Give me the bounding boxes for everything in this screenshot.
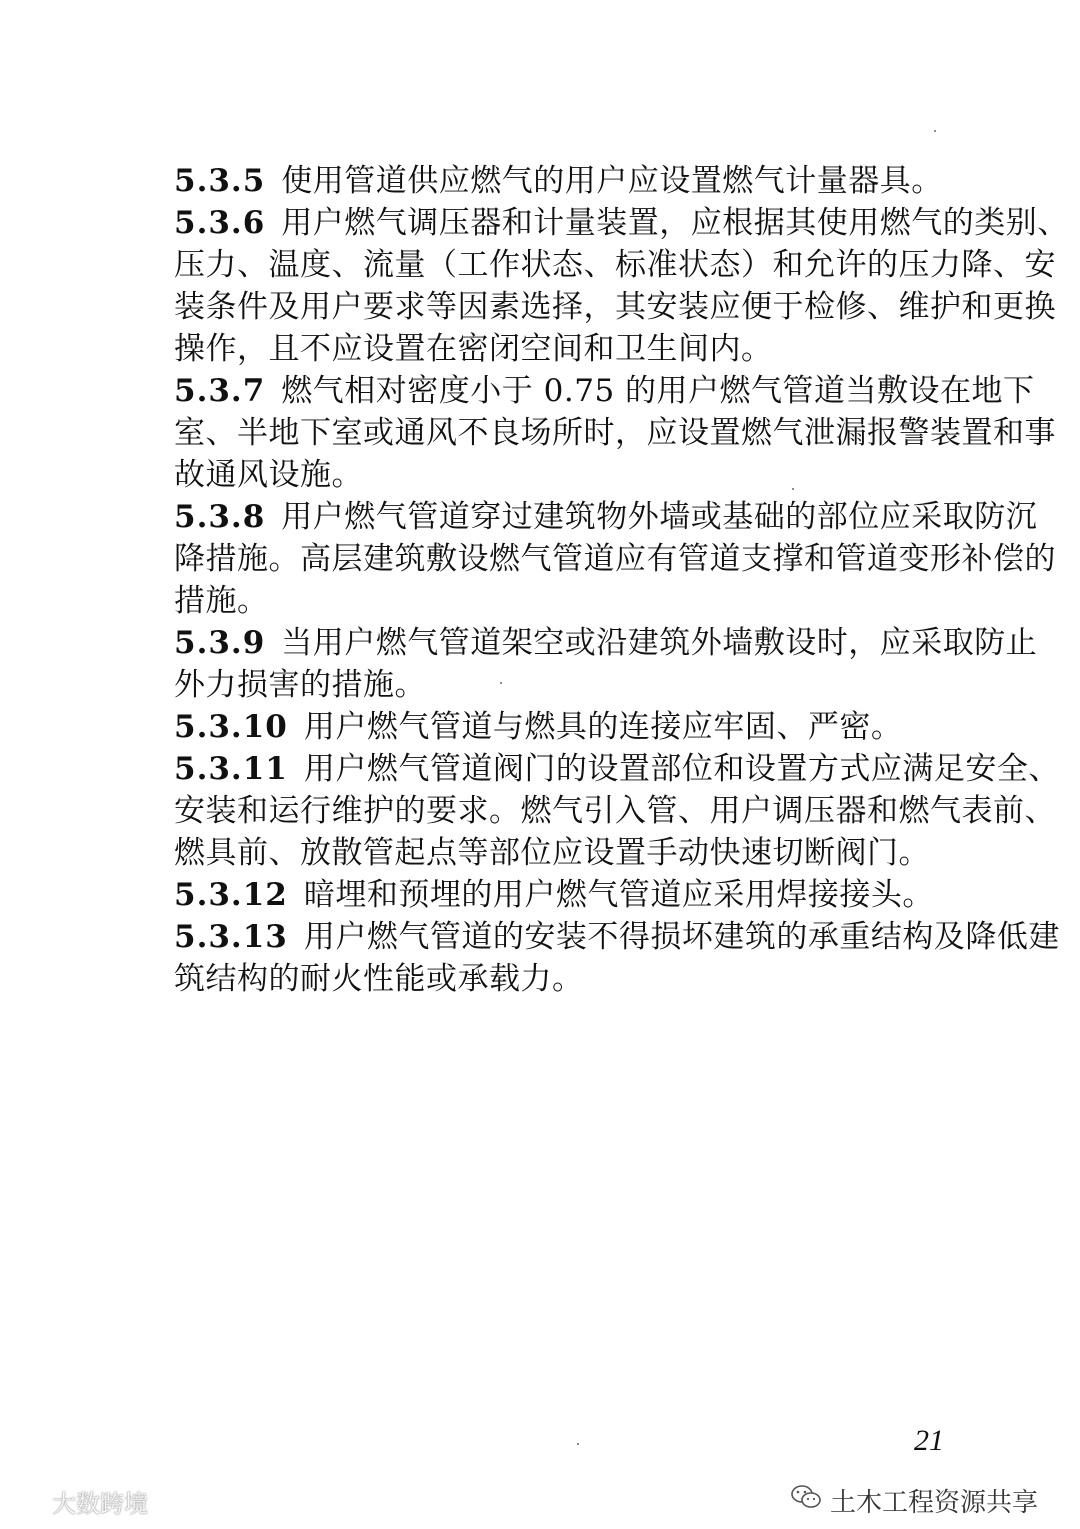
clause-text: 外力损害的措施。 — [174, 667, 426, 703]
clause-text: 当用户燃气管道架空或沿建筑外墙敷设时，应采取防止 — [281, 625, 1038, 661]
watermark-right-text: 土木工程资源共享 — [830, 1488, 1039, 1518]
clause-text: 降措施。高层建筑敷设燃气管道应有管道支撑和管道变形补偿的 — [174, 541, 1056, 577]
wechat-icon — [790, 1483, 822, 1518]
clause-text: 筑结构的耐火性能或承载力。 — [174, 961, 584, 997]
scan-speck — [577, 1443, 579, 1445]
text-line — [174, 580, 974, 622]
clause-text: 燃具前、放散管起点等部位应设置手动快速切断阀门。 — [174, 835, 930, 871]
text-line — [174, 160, 974, 202]
text-line — [174, 454, 974, 496]
clause — [174, 370, 1056, 496]
clause-text: 燃气相对密度小于 0.75 的用户燃气管道当敷设在地下 — [281, 373, 1035, 409]
clause-number: 5.3.6 — [174, 205, 266, 241]
clause — [174, 706, 974, 748]
clause-text: 用户燃气管道与燃具的连接应牢固、严密。 — [303, 709, 903, 745]
clause-text: 室、半地下室或通风不良场所时，应设置燃气泄漏报警装置和事 — [174, 415, 1056, 451]
clause-text: 装条件及用户要求等因素选择，其安装应便于检修、维护和更换 — [174, 289, 1056, 325]
clause-text: 措施。 — [174, 583, 269, 619]
clause-list — [174, 160, 1069, 1000]
clause-number: 5.3.8 — [174, 499, 266, 535]
text-line — [174, 874, 974, 916]
clause-text: 压力、温度、流量（工作状态、标准状态）和允许的压力降、安 — [174, 247, 1056, 283]
text-line — [174, 328, 974, 370]
clause-text: 使用管道供应燃气的用户应设置燃气计量器具。 — [281, 163, 943, 199]
text-line — [174, 244, 1056, 286]
watermark-left — [8, 1484, 148, 1519]
scan-speck — [792, 488, 794, 490]
clause-text: 安装和运行维护的要求。燃气引入管、用户调压器和燃气表前、 — [174, 793, 1056, 829]
watermark-left-text: 大数跨境 — [52, 1490, 148, 1518]
watermark-right — [790, 1482, 1038, 1519]
page-number: 21 — [914, 1424, 944, 1457]
text-line — [174, 832, 974, 874]
text-line — [174, 412, 1056, 454]
clause — [174, 622, 1038, 706]
clause-text: 用户燃气管道的安装不得损坏建筑的承重结构及降低建 — [303, 919, 1060, 955]
text-line — [174, 538, 1056, 580]
scan-speck — [934, 130, 936, 132]
clause — [174, 748, 1060, 874]
clause-number: 5.3.13 — [174, 919, 288, 955]
logo-icon — [8, 1486, 48, 1518]
text-line — [174, 286, 1056, 328]
clause-text: 操作，且不应设置在密闭空间和卫生间内。 — [174, 331, 773, 367]
clause-text: 用户燃气管道穿过建筑物外墙或基础的部位应采取防沉 — [281, 499, 1038, 535]
clause — [174, 874, 974, 916]
clause-number: 5.3.10 — [174, 709, 288, 745]
text-line — [174, 916, 1060, 958]
text-line — [174, 496, 1038, 538]
clause-text: 故通风设施。 — [174, 457, 363, 493]
text-line — [174, 622, 1038, 664]
clause — [174, 916, 1060, 1000]
text-line — [174, 370, 1035, 412]
clause-number: 5.3.7 — [174, 373, 266, 409]
text-line — [174, 748, 1060, 790]
clause-text: 暗埋和预埋的用户燃气管道应采用焊接接头。 — [303, 877, 934, 913]
text-line — [174, 706, 974, 748]
clause-number: 5.3.12 — [174, 877, 288, 913]
clause — [174, 160, 974, 202]
clause-number: 5.3.5 — [174, 163, 266, 199]
clause-number: 5.3.11 — [174, 751, 288, 787]
clause — [174, 202, 1069, 370]
text-line — [174, 664, 974, 706]
clause-text: 用户燃气调压器和计量装置，应根据其使用燃气的类别、 — [281, 205, 1069, 241]
clause — [174, 496, 1056, 622]
clause-text: 用户燃气管道阀门的设置部位和设置方式应满足安全、 — [303, 751, 1060, 787]
text-line — [174, 958, 974, 1000]
scan-speck — [500, 682, 502, 684]
text-line — [174, 202, 1069, 244]
clause-number: 5.3.9 — [174, 625, 266, 661]
text-line — [174, 790, 1056, 832]
